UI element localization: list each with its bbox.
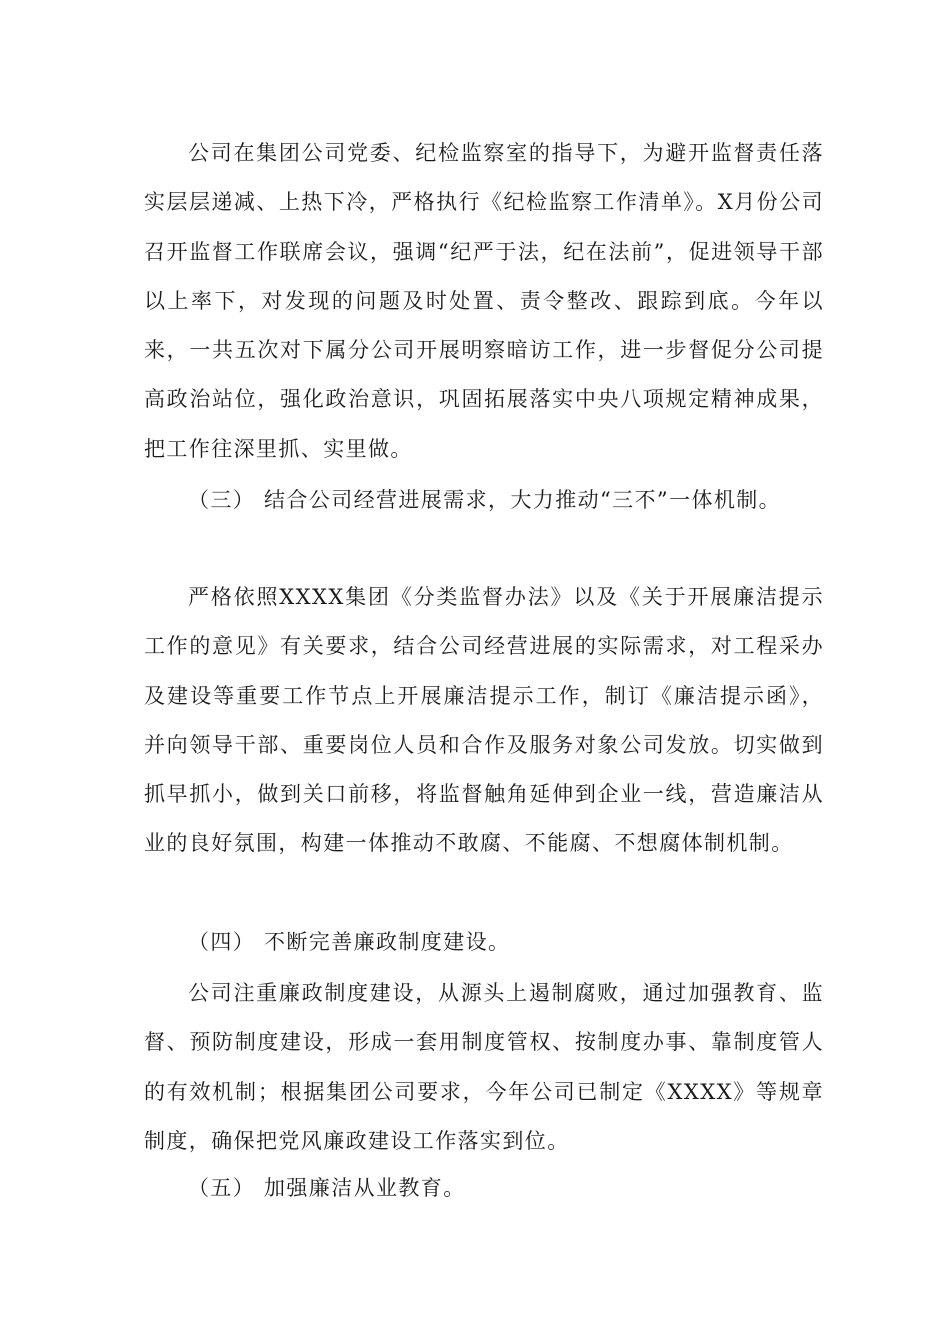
body-paragraph: 严格依照XXXX集团《分类监督办法》以及《关于开展廉洁提示工作的意见》有关要求，结合公司经营进展的实际需求，对工程采办及建设等重要工作节点上开展廉洁提示工作，制订《廉洁提示函》，并向领导干部、重要岗位人员和合作及服务对象公司发放。切实做到抓早抓小，做到关口前移，将监督触角延伸到企业一线，营造廉洁从业的良好氛围，构建一体推动不敢腐、不能腐、不想腐体制机制。 (144, 585, 824, 856)
section-heading-4 (144, 922, 824, 962)
section-number: （三） (188, 488, 256, 512)
section-title: 加强廉洁从业教育。 (264, 1176, 466, 1200)
body-paragraph: 公司注重廉政制度建设，从源头上遏制腐败，通过加强教育、监督、预防制度建设，形成一套用制度管权、按制度办事、靠制度管人的有效机制；根据集团公司要求，今年公司已制定《XXXX》等规章制度，确保把党风廉政建设工作落实到位。 (144, 981, 824, 1153)
section-heading-5 (144, 1168, 824, 1208)
body-paragraph: 公司在集团公司党委、纪检监察室的指导下，为避开监督责任落实层层递减、上热下冷，严格执行《纪检监察工作清单》。X月份公司召开监督工作联席会议，强调“纪严于法，纪在法前”，促进领导干部以上率下，对发现的问题及时处置、责令整改、跟踪到底。今年以来，一共五次对下属分公司开展明察暗访工作，进一步督促分公司提高政治站位，强化政治意识，巩固拓展落实中央八项规定精神成果，把工作往深里抓、实里做。 (144, 141, 824, 461)
section-number: （五） (188, 1176, 256, 1200)
section-title: 不断完善廉政制度建设。 (264, 930, 511, 954)
section-title: 结合公司经营进展需求，大力推动“三不”一体机制。 (264, 488, 782, 512)
section-heading-3 (144, 480, 824, 520)
section-number: （四） (188, 930, 256, 954)
